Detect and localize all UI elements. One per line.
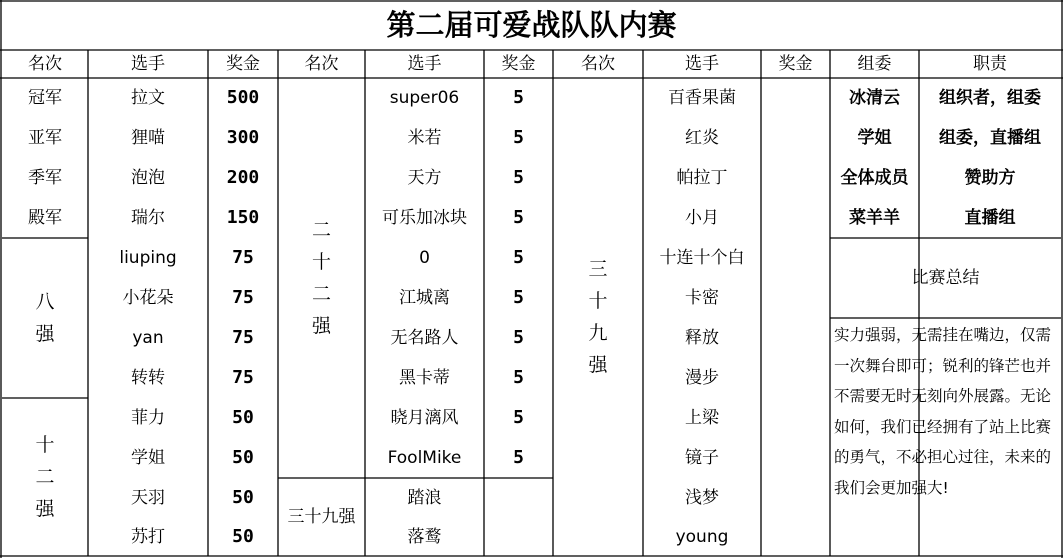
player-name: young <box>675 526 729 547</box>
player-name: 小花朵 <box>122 287 174 308</box>
player-name: FoolMike <box>387 447 462 468</box>
committee-member: 菜羊羊 <box>849 207 900 228</box>
prize-amount: 5 <box>513 407 524 428</box>
player-name: 帕拉丁 <box>676 167 728 188</box>
prize-amount: 50 <box>232 407 254 428</box>
player-name: 黑卡蒂 <box>399 367 450 388</box>
player-name: 漫步 <box>685 367 719 388</box>
player-name: 无名路人 <box>390 327 459 348</box>
player-name: 天方 <box>407 167 442 188</box>
rank-label: 亚军 <box>28 127 62 148</box>
prize-amount: 5 <box>513 287 524 308</box>
prize-amount: 5 <box>513 207 524 228</box>
prize-amount: 5 <box>513 167 524 188</box>
committee-member: 冰清云 <box>849 87 900 108</box>
header-duty-10: 职责 <box>973 53 1007 74</box>
group-label-top8: 八 强 <box>35 291 55 345</box>
group-label-top39: 三十九强 <box>287 506 356 527</box>
page-title: 第二届可爱战队队内赛 <box>386 7 677 42</box>
prize-amount: 5 <box>513 327 524 348</box>
player-name: 0 <box>419 247 430 268</box>
prize-amount: 75 <box>232 247 254 268</box>
prize-amount: 5 <box>513 367 524 388</box>
prize-amount: 200 <box>226 167 260 188</box>
committee-duty: 赞助方 <box>964 167 1016 188</box>
player-name: 江城离 <box>399 287 450 308</box>
committee-duty: 直播组 <box>964 207 1016 228</box>
player-name: 卡密 <box>685 287 719 308</box>
header-prize-5: 奖金 <box>501 53 536 74</box>
player-name: 小月 <box>685 207 719 228</box>
player-name: 红炎 <box>685 127 719 148</box>
header-rank-3: 名次 <box>304 53 339 74</box>
player-name: 踏浪 <box>407 487 442 508</box>
prize-amount: 75 <box>232 287 254 308</box>
player-name: 米若 <box>407 127 442 148</box>
summary-title: 比赛总结 <box>911 267 980 288</box>
prize-amount: 300 <box>226 127 260 148</box>
prize-amount: 50 <box>232 447 254 468</box>
player-name: 落鹜 <box>407 526 442 547</box>
prize-amount: 5 <box>513 127 524 148</box>
header-player-4: 选手 <box>407 53 442 74</box>
summary-text: 实力强弱，无需挂在嘴边，仅需一次舞台即可；锐利的锋芒也并不需要无时无刻向外展露。无论如何，我们已经拥有了站上比赛的勇气，不必担心过往，未来的我们会更加强大! <box>834 326 1052 497</box>
header-player-1: 选手 <box>131 53 165 74</box>
player-name: 泡泡 <box>131 167 165 188</box>
committee-member: 学姐 <box>857 127 892 148</box>
committee-member: 全体成员 <box>840 167 909 188</box>
header-player-7: 选手 <box>685 53 719 74</box>
prize-amount: 500 <box>226 87 260 108</box>
player-name: 十连十个白 <box>659 247 745 268</box>
prize-amount: 50 <box>232 487 254 508</box>
committee-duty: 组织者，组委 <box>939 87 1041 108</box>
header-prize-2: 奖金 <box>226 53 260 74</box>
header-prize-8: 奖金 <box>778 53 813 74</box>
player-name: 镜子 <box>685 447 719 468</box>
prize-amount: 150 <box>226 207 260 228</box>
player-name: 拉文 <box>131 87 165 108</box>
prize-amount: 5 <box>513 447 524 468</box>
rank-label: 殿军 <box>28 207 62 228</box>
player-name: 狸喵 <box>131 127 165 148</box>
group-label-top12: 十 二 强 <box>35 434 55 520</box>
header-committee-9: 组委 <box>857 53 892 74</box>
group-label-top39-col3: 三 十 九 强 <box>588 258 608 376</box>
player-name: yan <box>132 327 164 348</box>
prize-amount: 75 <box>232 327 254 348</box>
player-name: 学姐 <box>131 447 165 468</box>
prize-amount: 50 <box>232 526 254 547</box>
player-name: 浅梦 <box>685 487 719 508</box>
player-name: 百香果菌 <box>668 87 736 108</box>
header-rank-6: 名次 <box>581 53 615 74</box>
rank-label: 季军 <box>28 167 62 188</box>
rank-label: 冠军 <box>28 87 62 108</box>
prize-amount: 5 <box>513 87 524 108</box>
prize-amount: 5 <box>513 247 524 268</box>
committee-duty: 组委，直播组 <box>939 127 1041 148</box>
player-name: super06 <box>389 87 460 108</box>
player-name: 可乐加冰块 <box>382 207 467 228</box>
group-label-top22: 二 十 二 强 <box>311 219 331 337</box>
player-name: 转转 <box>131 367 165 388</box>
player-name: 苏打 <box>131 526 165 547</box>
header-rank-0: 名次 <box>28 53 62 74</box>
player-name: liuping <box>119 247 177 268</box>
player-name: 释放 <box>685 327 719 348</box>
player-name: 晓月漓风 <box>390 407 459 428</box>
player-name: 菲力 <box>131 407 165 428</box>
prize-amount: 75 <box>232 367 254 388</box>
player-name: 瑞尔 <box>131 207 165 228</box>
player-name: 天羽 <box>131 487 165 508</box>
player-name: 上梁 <box>685 407 719 428</box>
